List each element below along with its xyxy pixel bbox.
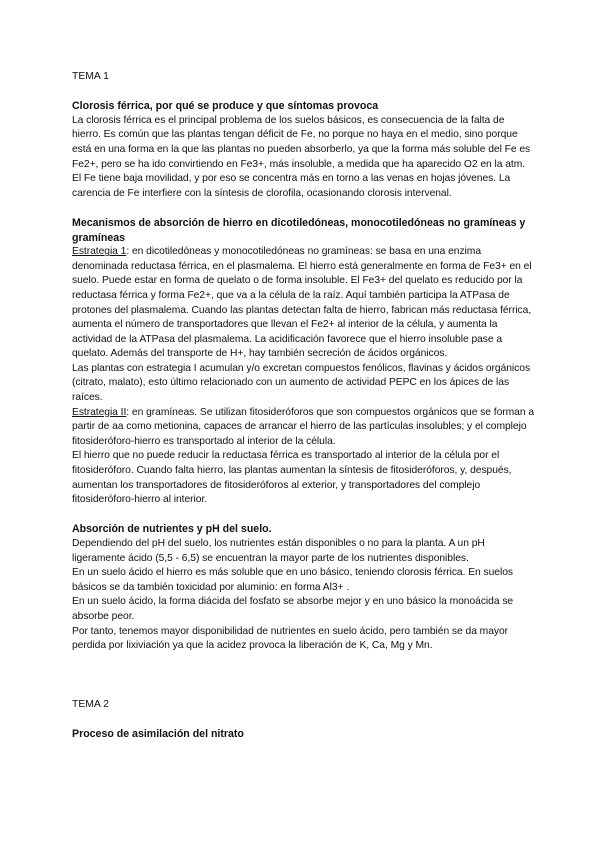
clorosis-heading: Clorosis férrica, por qué se produce y que síntomas provoca <box>72 100 379 113</box>
tema-2-label: TEMA 2 <box>72 698 109 710</box>
estrategia-2-label: Estrategia II <box>72 406 127 418</box>
absorcion-heading: Absorción de nutrientes y pH del suelo. <box>72 523 272 536</box>
estrategia-1-text: : en dicotiledóneas y monocotiledóneas no gramíneas: se basa en una enzima denominada reductasa férrica, en el plasmalema. El hierro está generalmente en forma de Fe3+ en el suelo. Puede estar en forma de quelato o de forma insoluble. El Fe3+ del quelato es reducido por la reductasa férrica y forma Fe2+, que va a la célula de la raíz. Aquí también participa la ATPasa de protones del plasmalema. Cuando las plantas detectan falta de hierro, fabrican más reductasa férrica, aumenta el número de transportadores que llevan el Fe2+ al interior de la célula, y aumenta la actividad de la ATPasa del plasmalema. La acidificación favorece que el hierro insoluble pase a quelato. Además del transporte de H+, hay también secreción de ácidos orgánicos. <box>72 246 532 360</box>
absorcion-paragraph-1: Dependiendo del pH del suelo, los nutrientes están disponibles o no para la planta. A un pH ligeramente ácido (5,5 - 6,5) se encuentran la mayor parte de los nutrientes disponibles. <box>72 538 485 564</box>
absorcion-paragraph-3: En un suelo ácido, la forma diácida del fosfato se absorbe mejor y en uno básico la monoácida se absorbe peor. <box>72 596 514 622</box>
absorcion-paragraph-4: Por tanto, tenemos mayor disponibilidad de nutrientes en suelo ácido, pero también se da mayor perdida por lixiviación ya que la acidez provoca la liberación de K, Ca, Mg y Mn. <box>72 625 509 652</box>
nitrato-heading: Proceso de asimilación del nitrato <box>72 727 244 740</box>
estrategia-1-paragraph <box>72 245 534 362</box>
absorcion-paragraph-2: En un suelo ácido el hierro es más soluble que en uno básico, teniendo clorosis férrica. En suelos básicos se da también toxicidad por aluminio: en forma Al3+ . <box>72 567 513 593</box>
clorosis-paragraph-1: La clorosis férrica es el principal problema de los suelos básicos, es consecuencia de la falta de hierro. Es común que las plantas tengan déficit de Fe, no porque no haya en el medio, sino porque está en una forma en la que las plantas no pueden absorberlo, ya que la forma más soluble del Fe es Fe2+, pero se ha ido convirtiendo en Fe3+, más insoluble, a medida que ha aparecido O2 en la atm. <box>72 114 531 170</box>
document-page <box>72 70 534 741</box>
mecanismos-heading: Mecanismos de absorción de hierro en dicotiledóneas, monocotiledóneas no gramíneas y gramíneas <box>72 216 526 244</box>
fenolicos-paragraph: Las plantas con estrategia I acumulan y/o excretan compuestos fenólicos, flavinas y ácidos orgánicos (citrato, malato), esto último relacionado con un aumento de actividad PEPC en los ápices de las raíces. <box>72 362 531 404</box>
estrategia-1-label: Estrategia 1 <box>72 246 127 258</box>
clorosis-paragraph-2: El Fe tiene baja movilidad, y por eso se concentra más en torno a las venas en hojas jóvenes. La carencia de Fe interfiere con la síntesis de clorofila, ocasionando clorosis intervenal. <box>72 173 511 199</box>
estrategia-2-paragraph <box>72 406 534 450</box>
estrategia-2-text: : en gramíneas. Se utilizan fitosideróforos que son compuestos orgánicos que se forman a partir de aa como metionina, capaces de arrancar el hierro de las partículas insolubles; y el complejo fitosideróforo-hierro es transportado al interior de la célula. <box>72 406 535 447</box>
hierro-paragraph: El hierro que no puede reducir la reductasa férrica es transportado al interior de la célula por el fitosideróforo. Cuando falta hierro, las plantas aumentan la síntesis de fitosideróforos, y, después, aumentan los transportadores de fitosideróforos al exterior, y transportadores del complejo fitosideróforo-hierro al interior. <box>72 450 512 506</box>
tema-1-label: TEMA 1 <box>72 71 109 82</box>
